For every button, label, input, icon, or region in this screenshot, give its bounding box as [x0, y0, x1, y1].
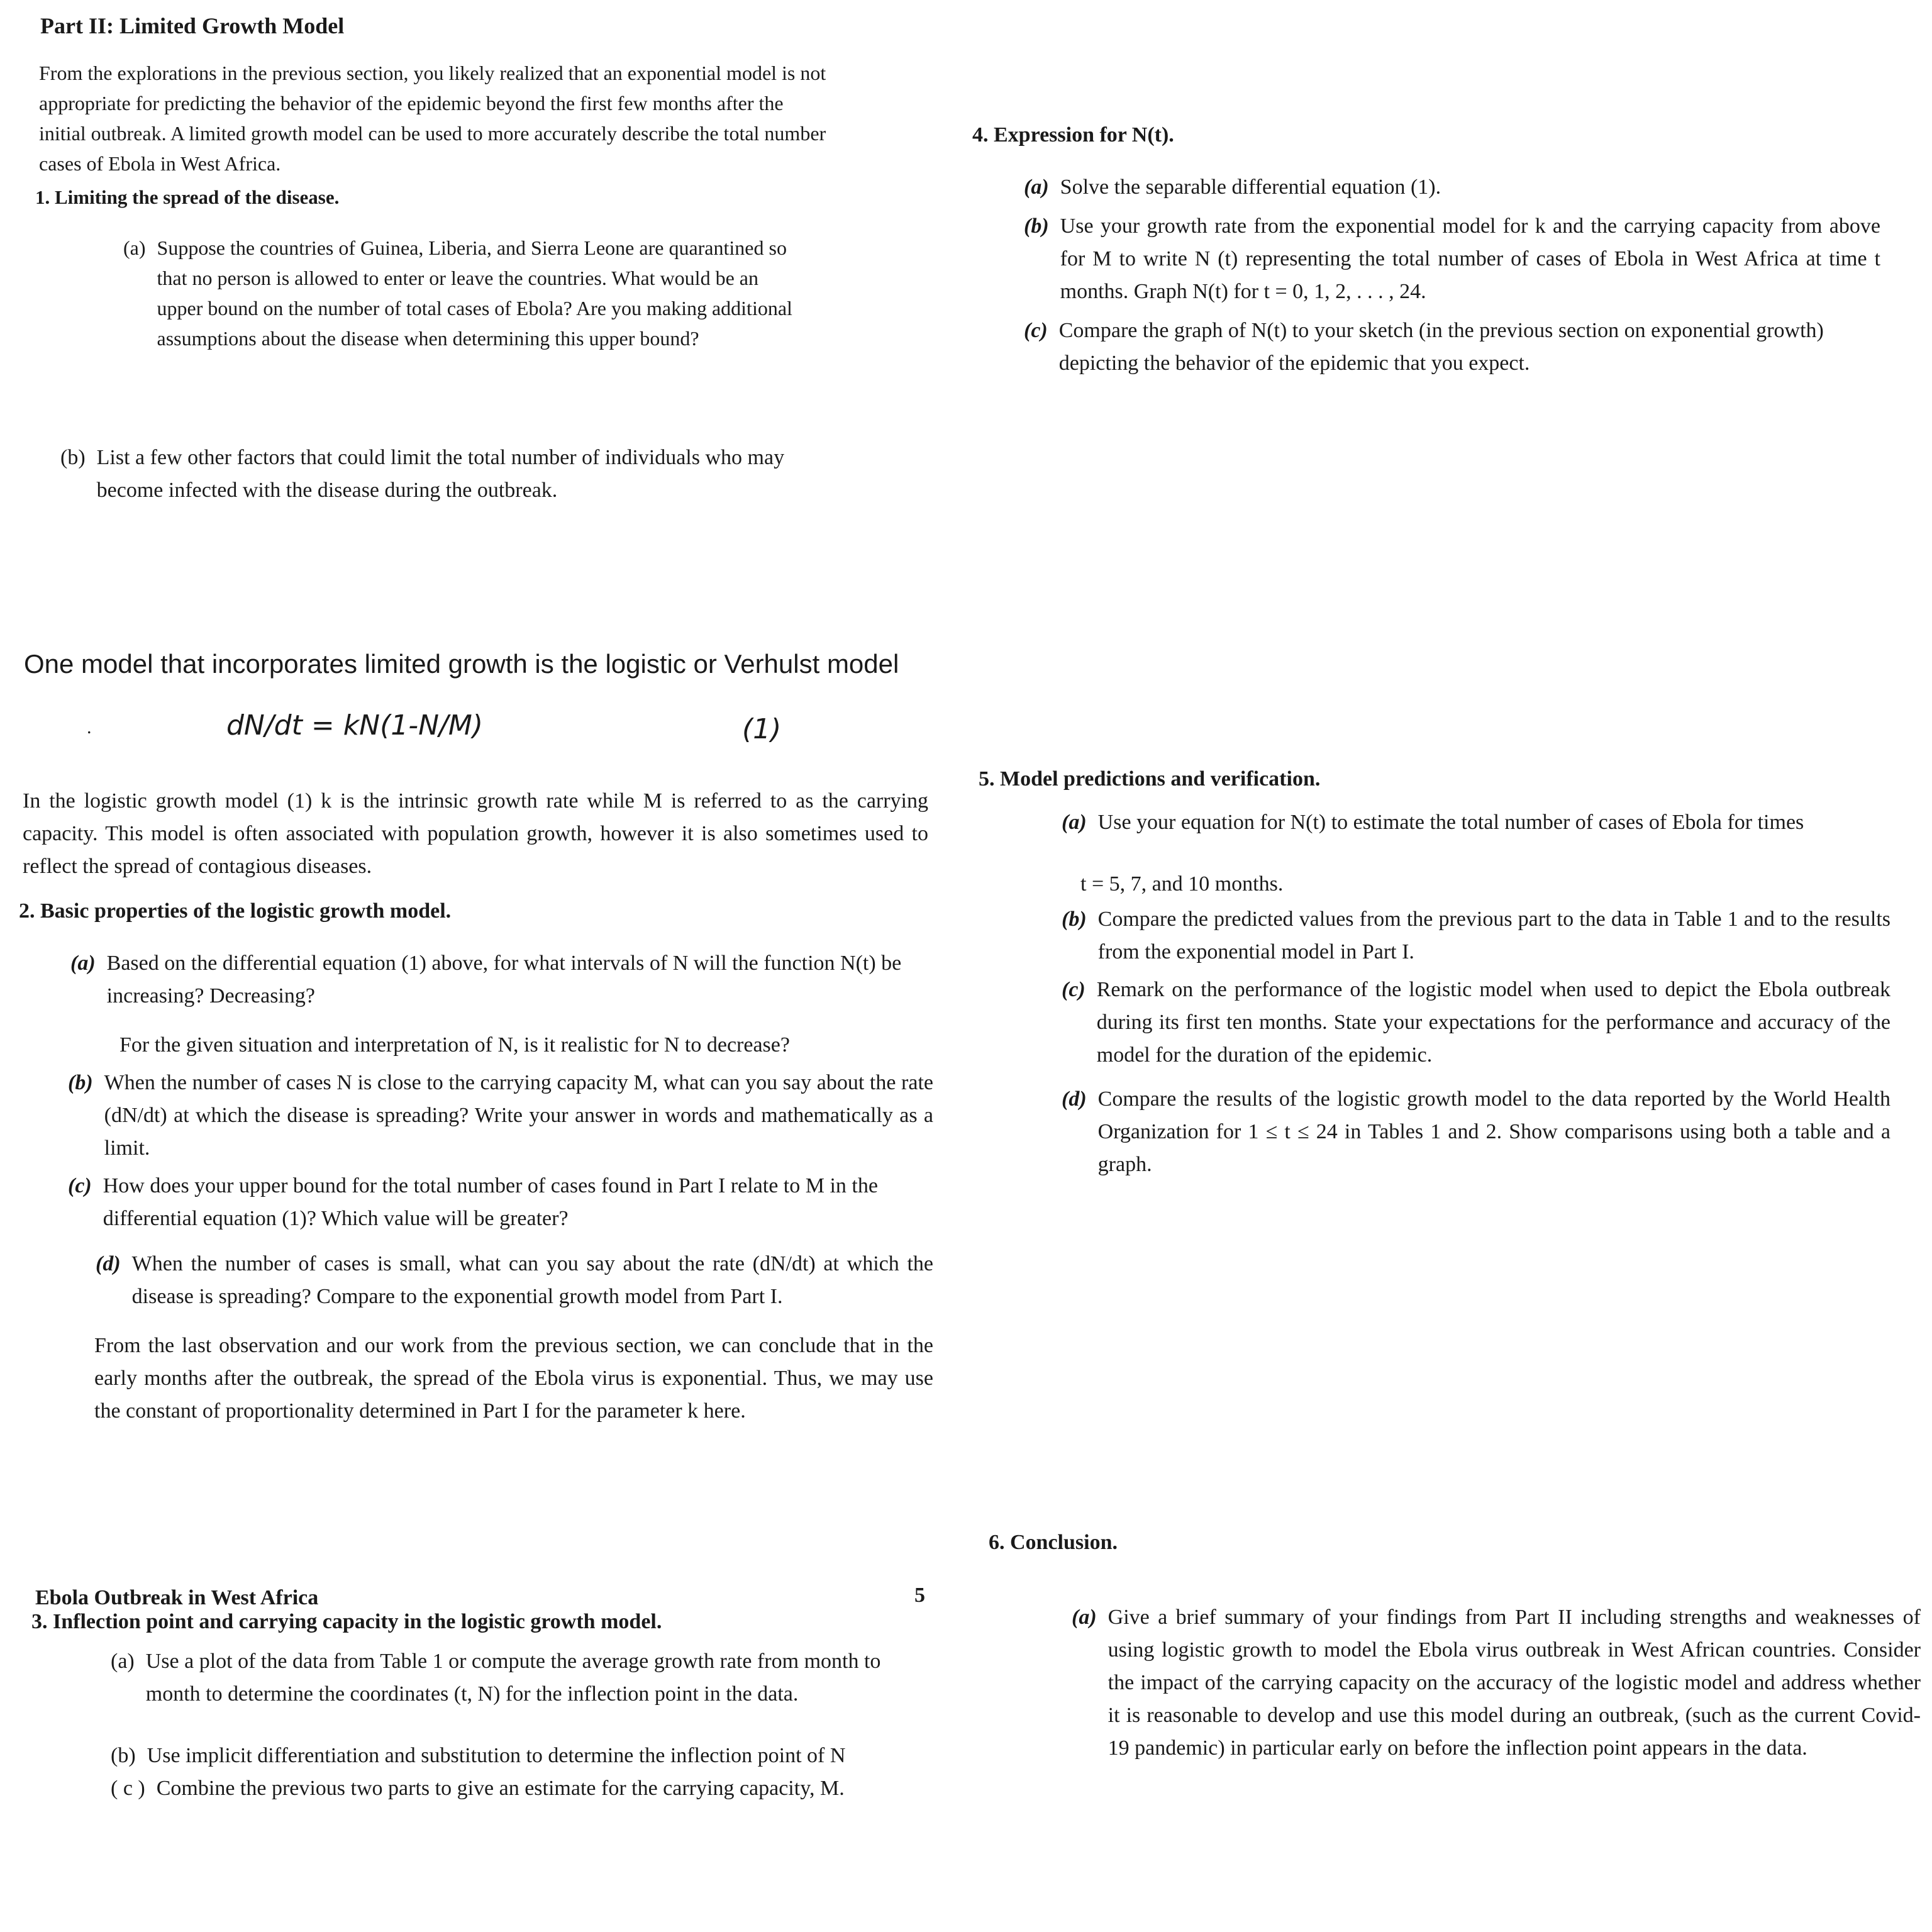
- q2d-label: (d): [96, 1252, 121, 1275]
- q4b-item: [1024, 210, 1880, 308]
- q6a-item: [1072, 1601, 1921, 1765]
- q5d-label: (d): [1062, 1087, 1087, 1111]
- equation-number: (1): [742, 713, 782, 745]
- q4c-item: [1024, 314, 1892, 380]
- q4a-item: [1024, 171, 1892, 204]
- q5c-text: Remark on the performance of the logistic model when used to depict the Ebola outbreak during its first ten months. State your expectations for the performance and accuracy of the model for the duration of the epidemic.: [1096, 978, 1890, 1067]
- q5b-text: Compare the predicted values from the previous part to the data in Table 1 and to the results from the exponential model in Part I.: [1097, 908, 1890, 963]
- q2c-item: [68, 1170, 933, 1235]
- logistic-description: In the logistic growth model (1) k is the intrinsic growth rate while M is referred to as the carrying capacity. This model is often associated with population growth, however it is also sometimes used to reflect the spread of contagious diseases.: [23, 789, 928, 878]
- intro-paragraph: From the explorations in the previous section, you likely realized that an exponential model is not appropriate for predicting the behavior of the epidemic beyond the first few months after the initial outbreak. A limited growth model can be used to more accurately describe the total number cases of Ebola in West Africa.: [39, 62, 826, 175]
- q5b-label: (b): [1062, 908, 1087, 931]
- q3c-text: Combine the previous two parts to give an estimate for the carrying capacity, M.: [156, 1777, 845, 1800]
- q1-heading: 1. Limiting the spread of the disease.: [35, 186, 340, 208]
- q3c-label: ( c ): [111, 1777, 145, 1800]
- q2b-text: When the number of cases N is close to the carrying capacity M, what can you say about the rate (dN/dt) at which the disease is spreading? Write your answer in words and mathematically as a limit.: [104, 1071, 933, 1160]
- q6a-text: Give a brief summary of your findings from Part II including strengths and weaknesses of using logistic growth to model the Ebola virus outbreak in West African countries. Consider the impact of the carrying capacity on the accuracy of the logistic model and address whether it is reasonable to develop and use this model during an outbreak, (such as the current Covid-19 pandemic) in particular early on before the inflection point appears in the data.: [1108, 1606, 1921, 1760]
- q2b-label: (b): [68, 1071, 93, 1094]
- q3c-item: [111, 1772, 941, 1805]
- q1b-label: (b): [60, 446, 86, 469]
- q4b-label: (b): [1024, 214, 1049, 238]
- q5a-text: Use your equation for N(t) to estimate the total number of cases of Ebola for times: [1097, 811, 1804, 834]
- q1a-item: [123, 233, 809, 353]
- q1b-text: List a few other factors that could limit the total number of individuals who may become infected with the disease during the outbreak.: [96, 446, 785, 502]
- q3-heading: 3. Inflection point and carrying capacity in the logistic growth model.: [31, 1610, 662, 1633]
- q4a-text: Solve the separable differential equation (1).: [1060, 175, 1441, 199]
- q5d-item: [1062, 1083, 1890, 1181]
- q2-heading: 2. Basic properties of the logistic growth model.: [19, 899, 452, 923]
- q4a-label: (a): [1024, 175, 1049, 199]
- equation-dot: .: [87, 717, 92, 738]
- q5c-item: [1062, 974, 1890, 1072]
- q5a-item: [1062, 806, 1873, 839]
- q3a-text: Use a plot of the data from Table 1 or compute the average growth rate from month to month to determine the coordinates (t, N) for the inflection point in the data.: [145, 1650, 881, 1706]
- conclusion-paragraph-clip: [94, 1330, 933, 1440]
- q5-heading: 5. Model predictions and verification.: [979, 767, 1321, 791]
- q4b-text: Use your growth rate from the exponential model for k and the carrying capacity from above for M to write N (t) representing the total number of cases of Ebola in West Africa at time t months. Graph N(t) for t = 0, 1, 2, . . . , 24.: [1060, 214, 1880, 303]
- q2b-item: [68, 1067, 933, 1165]
- part-title: Part II: Limited Growth Model: [40, 13, 345, 38]
- q4c-text: Compare the graph of N(t) to your sketch (in the previous section on exponential growth) depicting the behavior of the epidemic that you expect.: [1058, 319, 1824, 375]
- q2a-followup: For the given situation and interpretation of N, is it realistic for N to decrease?: [119, 1033, 790, 1057]
- q2c-label: (c): [68, 1174, 92, 1197]
- q1a-text: Suppose the countries of Guinea, Liberia, and Sierra Leone are quarantined so that no person is allowed to enter or leave the countries. What would be an upper bound on the number of total cases of Ebola? Are you making additional assumptions about the disease when determining this upper bound?: [157, 236, 792, 350]
- page-number: 5: [914, 1584, 925, 1607]
- q5d-text: Compare the results of the logistic growth model to the data reported by the World Health Organization for 1 ≤ t ≤ 24 in Tables 1 and 2. Show comparisons using both a table and a graph.: [1097, 1087, 1890, 1176]
- q2a-label: (a): [70, 952, 96, 975]
- q6-heading: 6. Conclusion.: [989, 1531, 1118, 1554]
- q5a-times: t = 5, 7, and 10 months.: [1080, 872, 1284, 896]
- q2d-item: [96, 1248, 933, 1313]
- conclusion-paragraph: From the last observation and our work from the previous section, we can conclude that in the early months after the outbreak, the spread of the Ebola virus is exponential. Thus, we may use the constant of proportionality determined in Part I for the parameter k here.: [94, 1334, 933, 1423]
- q3b-text: Use implicit differentiation and substitution to determine the inflection point of N: [147, 1744, 846, 1767]
- q3a-label: (a): [111, 1650, 135, 1673]
- q2a-text: Based on the differential equation (1) above, for what intervals of N will the function N(t) be increasing? Decreasing?: [106, 952, 902, 1008]
- q4-heading: 4. Expression for N(t).: [972, 123, 1174, 147]
- q3a-item: [111, 1645, 928, 1711]
- q2a-item: [70, 947, 926, 1013]
- q4c-label: (c): [1024, 319, 1048, 342]
- q5a-label: (a): [1062, 811, 1087, 834]
- logistic-equation: dN/dt = kN(1-N/M): [226, 709, 483, 741]
- q3b-item: [111, 1740, 941, 1772]
- q6a-label: (a): [1072, 1606, 1097, 1629]
- q2c-text: How does your upper bound for the total number of cases found in Part I relate to M in the differential equation (1)? Which value will be greater?: [103, 1174, 878, 1230]
- footer-title: Ebola Outbreak in West Africa: [35, 1586, 319, 1609]
- q5b-item: [1062, 903, 1890, 969]
- q5c-label: (c): [1062, 978, 1085, 1001]
- q2d-text: When the number of cases is small, what can you say about the rate (dN/dt) at which the disease is spreading? Compare to the exponential growth model from Part I.: [131, 1252, 933, 1308]
- logistic-intro: One model that incorporates limited growth is the logistic or Verhulst model: [24, 649, 899, 679]
- q1a-label: (a): [123, 236, 146, 259]
- q3b-label: (b): [111, 1744, 136, 1767]
- q1b-item: [60, 441, 840, 507]
